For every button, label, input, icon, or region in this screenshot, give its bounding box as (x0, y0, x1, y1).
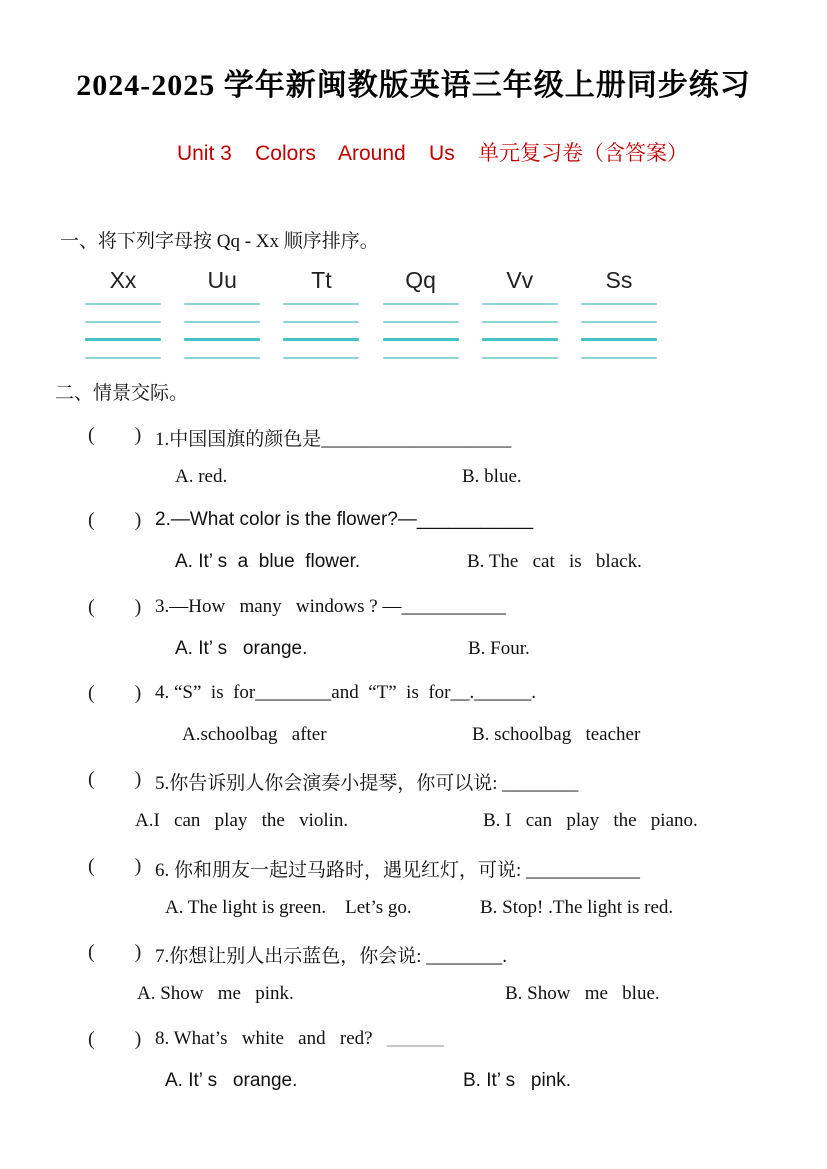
option-a: A.I can play the violin. (135, 810, 349, 831)
letter-column (383, 264, 459, 359)
option-a: A. It’ s a blue flower. (175, 551, 361, 572)
option-b: B. blue. (462, 466, 522, 487)
letter-column (581, 264, 657, 359)
option-a: A. red. (175, 466, 228, 487)
writing-line (581, 321, 657, 323)
writing-line (383, 357, 459, 359)
letter-sorting-exercise (85, 264, 657, 359)
question-text: 6. 你和朋友一起过马路时，遇见红灯，可说: ____________ (155, 860, 641, 881)
writing-line (283, 338, 359, 341)
question-text-run: 8. What’s white and red? (155, 1028, 387, 1049)
writing-line (85, 321, 161, 323)
writing-line (383, 321, 459, 323)
letter-column (184, 264, 260, 359)
answer-paren: ( ) (88, 424, 142, 446)
writing-line (283, 321, 359, 323)
question-text: 1.中国国旗的颜色是____________________ (155, 429, 512, 450)
writing-line (581, 357, 657, 359)
question-text: 2.—What color is the flower?—___________ (155, 509, 534, 530)
writing-line (85, 357, 161, 359)
writing-line (581, 303, 657, 305)
writing-line (482, 321, 558, 323)
answer-paren: ( ) (88, 509, 142, 531)
question-text (155, 1028, 444, 1050)
option-a: A. It’ s orange. (175, 638, 308, 659)
letter-label: Uu (207, 267, 237, 293)
answer-paren: ( ) (88, 768, 142, 790)
answer-paren: ( ) (88, 1028, 142, 1050)
option-b: B. The cat is black. (467, 551, 642, 572)
writing-line (184, 357, 260, 359)
writing-line (581, 338, 657, 341)
writing-line (383, 303, 459, 305)
answer-paren: ( ) (88, 682, 142, 704)
option-b: B. Stop! .The light is red. (480, 897, 674, 918)
option-a: A. It’ s orange. (165, 1070, 298, 1091)
writing-line (482, 357, 558, 359)
letter-column (482, 264, 558, 359)
question-text: 5.你告诉别人你会演奏小提琴，你可以说: ________ (155, 773, 579, 794)
option-a: A. Show me pink. (137, 983, 294, 1004)
option-b: B. schoolbag teacher (472, 724, 641, 745)
writing-line (383, 338, 459, 341)
letter-label: Ss (605, 267, 633, 293)
option-a: A. The light is green. Let’s go. (165, 897, 412, 918)
option-b: B. I can play the piano. (483, 810, 698, 831)
writing-line (184, 303, 260, 305)
question-text: 4. “S” is for________and “T” is for__.______. (155, 682, 536, 703)
letter-label: Xx (109, 267, 137, 293)
writing-line (85, 338, 161, 341)
option-a: A.schoolbag after (182, 724, 327, 745)
writing-line (184, 321, 260, 323)
page-subtitle: Unit 3 Colors Around Us 单元复习卷（含答案） (176, 142, 689, 165)
letter-label: Tt (311, 267, 332, 293)
question-text: 3.—How many windows ? —___________ (155, 596, 506, 617)
letter-label: Qq (405, 267, 436, 293)
option-b: B. It’ s pink. (463, 1070, 572, 1091)
question-text: 7.你想让别人出示蓝色，你会说: ________. (155, 946, 508, 967)
writing-line (283, 357, 359, 359)
section1-heading: 一、将下列字母按 Qq - Xx 顺序排序。 (60, 231, 379, 252)
page-title: 2024-2025 学年新闽教版英语三年级上册同步练习 (76, 69, 751, 102)
letter-label: Vv (506, 267, 534, 293)
writing-line (283, 303, 359, 305)
letter-column (283, 264, 359, 359)
answer-blank: ______ (386, 1028, 444, 1049)
letter-column (85, 264, 161, 359)
writing-line (482, 338, 558, 341)
answer-paren: ( ) (88, 855, 142, 877)
answer-paren: ( ) (88, 596, 142, 618)
writing-line (184, 338, 260, 341)
answer-paren: ( ) (88, 941, 142, 963)
option-b: B. Show me blue. (505, 983, 660, 1004)
option-b: B. Four. (468, 638, 530, 659)
section2-heading: 二、情景交际。 (55, 383, 189, 404)
writing-line (85, 303, 161, 305)
writing-line (482, 303, 558, 305)
